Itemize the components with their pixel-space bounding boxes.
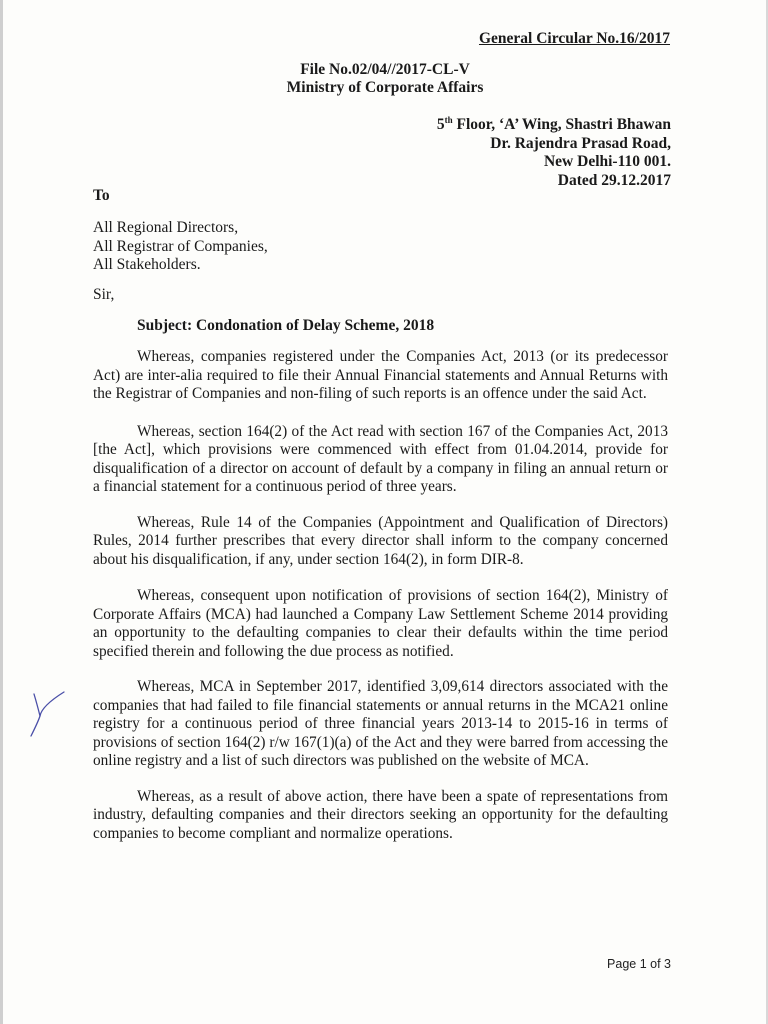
paragraph: Whereas, companies registered under the Companies Act, 2013 (or its predecessor Act) are inter-alia required to file their Annual Financial statements and Annual Returns with the Registrar of Companies and non-filing of such reports is an offence under the said Act. [93, 348, 668, 402]
date-line: Dated 29.12.2017 [557, 171, 671, 189]
paragraph: Whereas, MCA in September 2017, identified 3,09,614 directors associated with the companies that had failed to file financial statements or annual returns in the MCA21 online registry for a continuous period of three financial years 2013-14 to 2015-16 in terms of provisions of section 164(2) r/w 167(1)(a) of the Act and they were barred from accessing the online registry and a list of such directors was published on the website of MCA. [93, 678, 668, 769]
address-line-1-rest: Floor, ‘A’ Wing, Shastri Bhawan [452, 116, 671, 133]
handwritten-tick-mark [28, 690, 68, 740]
page-number: Page 1 of 3 [607, 957, 671, 971]
paragraph: Whereas, section 164(2) of the Act read with section 167 of the Companies Act, 2013 [the Act], which provisions were commenced with effect from 01.04.2014, provide for disqualification of a director on account of default by a company in filing an annual return or a financial statement for a continuous period of three years. [93, 422, 668, 495]
address-block [437, 116, 671, 190]
scan-edge-left [0, 0, 3, 1024]
ministry-name: Ministry of Corporate Affairs [286, 79, 484, 96]
paragraph: Whereas, Rule 14 of the Companies (Appointment and Qualification of Directors) Rules, 2014 further prescribes that every director shall inform to the company concerned about his disqualification, if any, under section 164(2), in form DIR-8. [93, 513, 668, 568]
floor-number: 5 [436, 116, 445, 133]
address-line-2: Dr. Rajendra Prasad Road, [490, 134, 671, 152]
address-line-3: New Delhi-110 001. [543, 153, 671, 170]
file-number: File No.02/04//2017-CL-V [300, 61, 470, 78]
recipient: All Stakeholders. [93, 256, 201, 273]
address-line-1 [437, 116, 671, 135]
file-block [270, 61, 500, 97]
recipient: All Regional Directors, [93, 219, 239, 236]
recipients-list [93, 219, 268, 275]
recipient: All Registrar of Companies, [93, 237, 268, 255]
to-label: To [93, 187, 110, 204]
paragraph: Whereas, consequent upon notification of provisions of section 164(2), Ministry of Corporate Affairs (MCA) had launched a Company Law Settlement Scheme 2014 providing an opportunity to the defaulting companies to clear their defaults within the time period specified therein and following the due process as notified. [93, 587, 668, 660]
paragraph: Whereas, as a result of above action, there have been a spate of representations from industry, defaulting companies and their directors seeking an opportunity for the defaulting companies to become compliant and normalize operations. [93, 787, 668, 842]
salutation: Sir, [93, 286, 115, 303]
circular-number: General Circular No.16/2017 [478, 30, 670, 47]
subject-line: Subject: Condonation of Delay Scheme, 2018 [137, 317, 435, 334]
body-text [93, 348, 668, 860]
floor-suffix: th [444, 115, 453, 125]
